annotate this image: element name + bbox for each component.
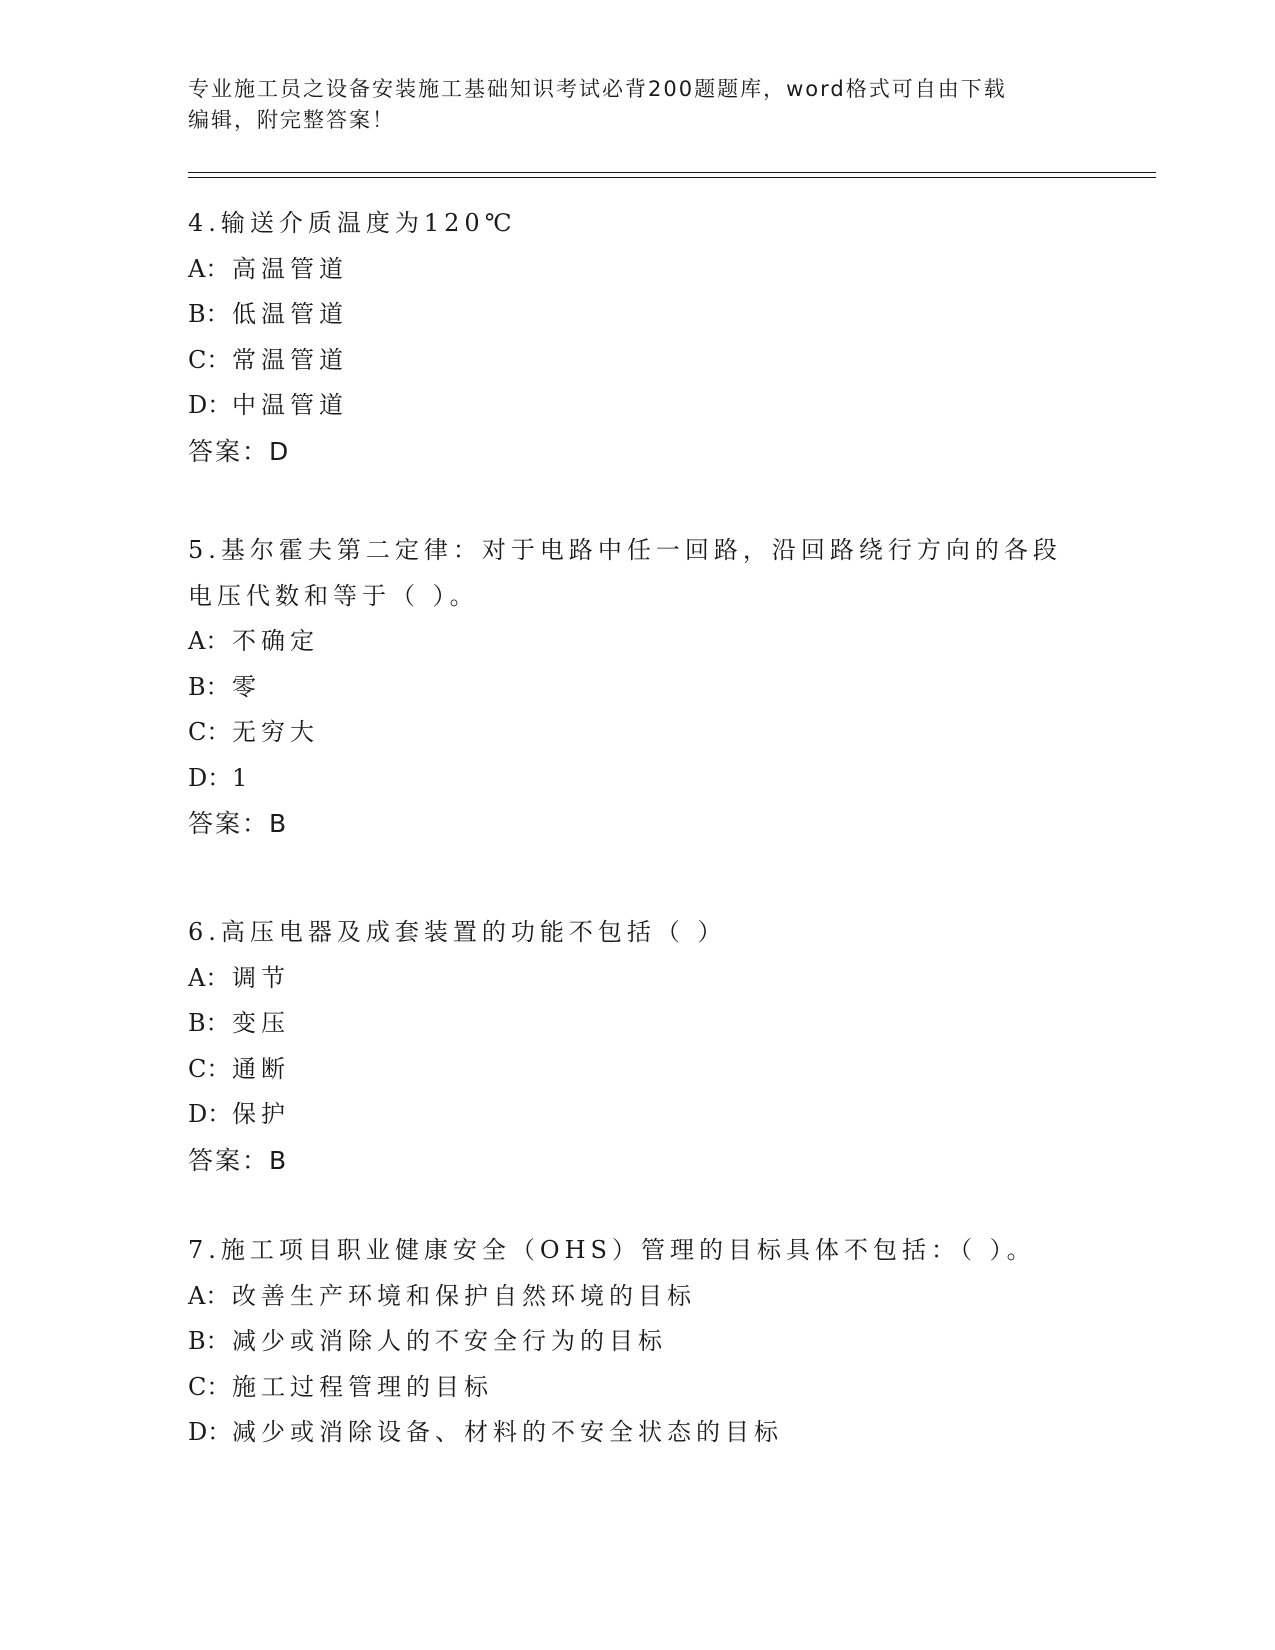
option-c [188, 1365, 1088, 1411]
option-text: 常温管道 [232, 345, 348, 374]
option-label: D： [188, 763, 232, 792]
answer: 答案：B [188, 1145, 289, 1175]
option-text: 低温管道 [232, 300, 348, 328]
option-label: A： [188, 254, 230, 283]
option-label: D： [188, 391, 232, 419]
option-c [188, 338, 1088, 384]
header-divider-bottom [188, 177, 1156, 178]
option-text: 改善生产环境和保护自然环境的目标 [232, 1281, 696, 1310]
option-label: B： [188, 1327, 230, 1355]
option-b [188, 1319, 1088, 1365]
option-text: 减少或消除设备、材料的不安全状态的目标 [232, 1418, 783, 1446]
option-d [188, 383, 1088, 429]
question-7 [188, 1228, 1088, 1456]
option-d [188, 756, 1088, 802]
option-text: 1 [232, 763, 253, 792]
option-text: 无穷大 [232, 718, 319, 746]
option-text: 中温管道 [232, 391, 348, 419]
option-label: B： [188, 300, 230, 328]
option-c [188, 710, 1088, 756]
option-label: C： [188, 1054, 231, 1083]
option-b [188, 1001, 1088, 1047]
option-text: 零 [232, 672, 261, 701]
question-title: 4.输送介质温度为120℃ [188, 209, 517, 237]
option-label: C： [188, 345, 231, 374]
question-5 [188, 528, 1088, 847]
option-label: D： [188, 1100, 232, 1128]
option-text: 减少或消除人的不安全行为的目标 [232, 1327, 667, 1355]
header-line-1: 专业施工员之设备安装施工基础知识考试必背200题题库，word格式可自由下载 [188, 77, 1007, 101]
option-label: A： [188, 1281, 230, 1310]
question-title: 7.施工项目职业健康安全（OHS）管理的目标具体不包括：（ ）。 [188, 1236, 1036, 1264]
option-c [188, 1047, 1088, 1093]
option-b [188, 665, 1088, 711]
option-text: 高温管道 [232, 254, 348, 283]
option-a [188, 619, 1088, 665]
option-d [188, 1092, 1088, 1138]
question-6 [188, 910, 1088, 1183]
option-text: 调节 [232, 963, 290, 992]
option-label: B： [188, 1009, 230, 1037]
option-text: 变压 [232, 1009, 290, 1037]
option-label: C： [188, 718, 231, 746]
option-text: 不确定 [232, 627, 319, 655]
option-d [188, 1410, 1088, 1456]
question-title: 6.高压电器及成套装置的功能不包括（ ） [188, 918, 727, 946]
question-title: 5.基尔霍夫第二定律：对于电路中任一回路，沿回路绕行方向的各段 [188, 536, 1062, 564]
option-b [188, 292, 1088, 338]
option-label: B： [188, 672, 230, 701]
answer: 答案：D [188, 436, 291, 466]
header-line-2: 编辑，附完整答案！ [188, 108, 395, 132]
option-label: C： [188, 1372, 231, 1401]
header-divider-top [188, 172, 1156, 173]
option-a [188, 1274, 1088, 1320]
option-a [188, 247, 1088, 293]
answer: 答案：B [188, 809, 289, 838]
option-text: 施工过程管理的目标 [232, 1372, 493, 1401]
option-text: 保护 [232, 1100, 290, 1128]
question-4 [188, 201, 1088, 474]
question-title-cont: 电压代数和等于（ ）。 [188, 581, 479, 610]
document-header [188, 74, 1078, 136]
option-label: D： [188, 1418, 232, 1446]
option-label: A： [188, 627, 230, 655]
option-text: 通断 [232, 1054, 290, 1083]
option-a [188, 956, 1088, 1002]
option-label: A： [188, 963, 230, 992]
